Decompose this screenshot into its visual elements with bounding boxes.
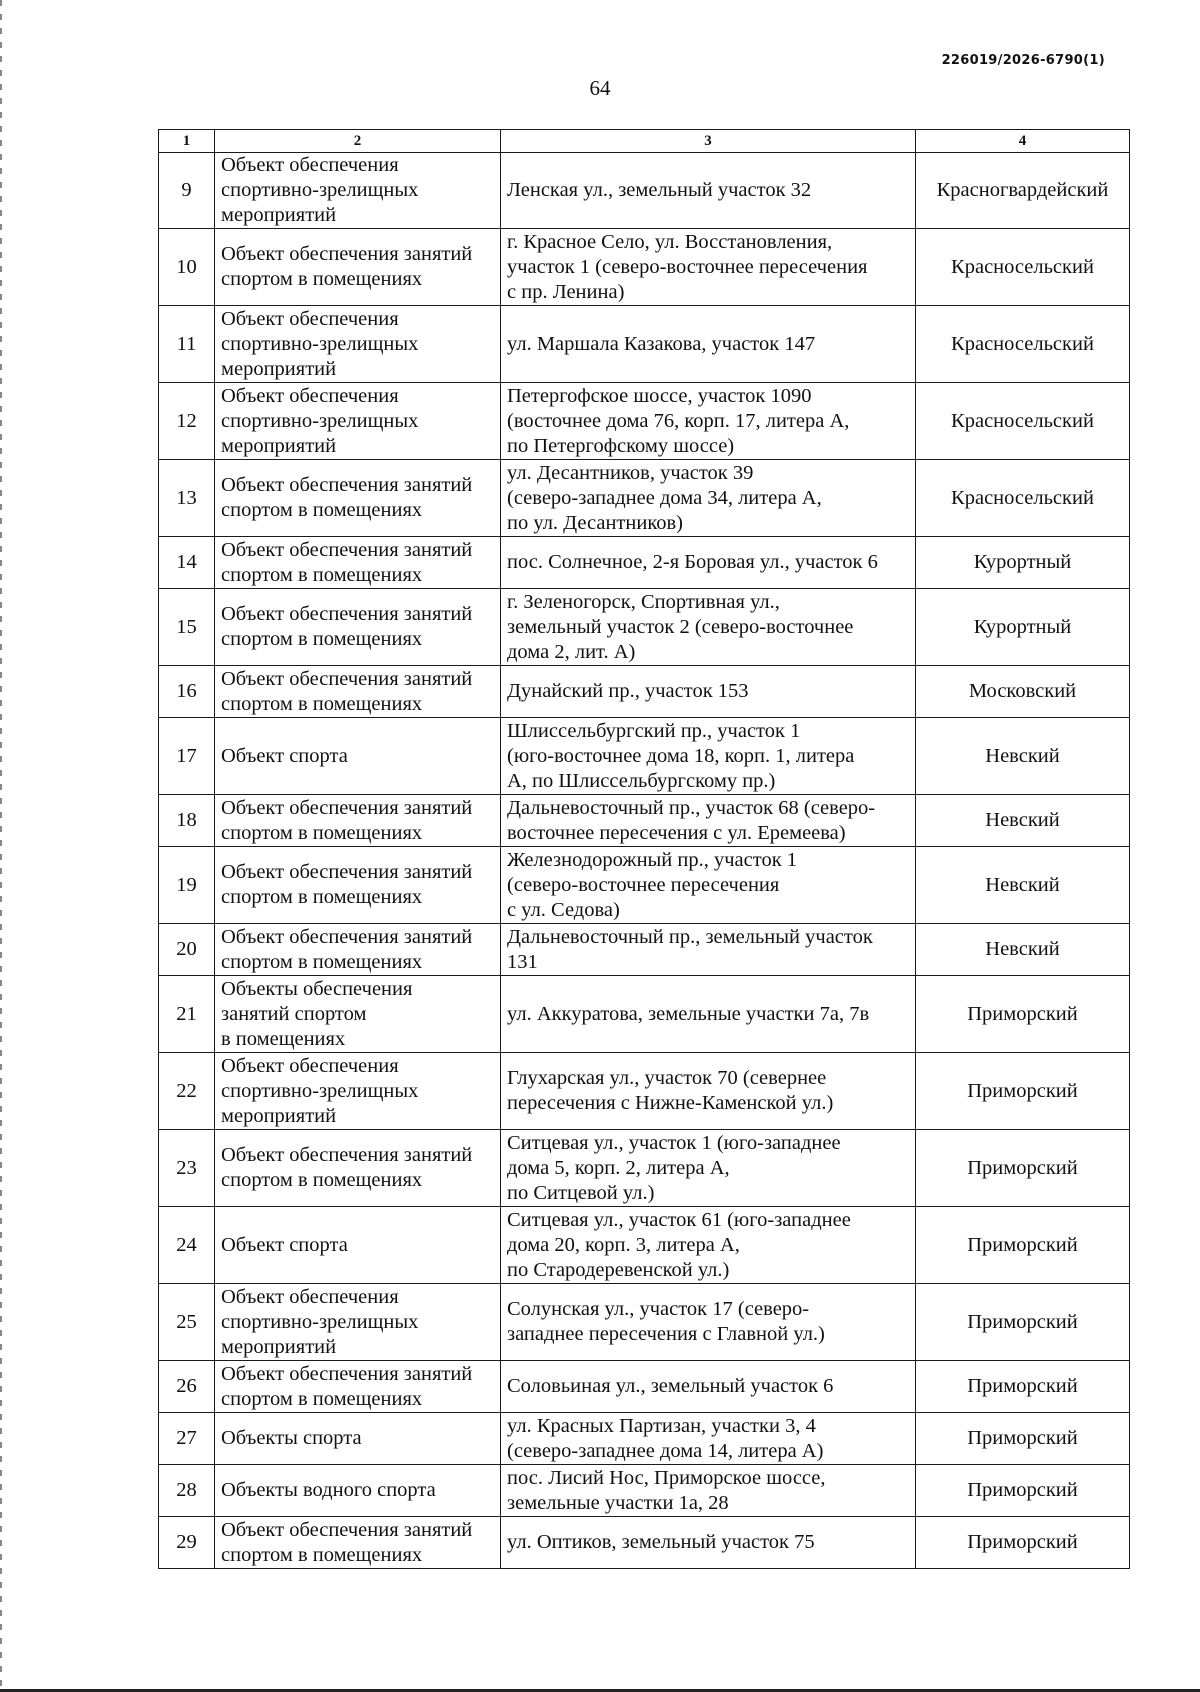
address-cell — [501, 1413, 916, 1465]
object-name-line: мероприятий — [221, 357, 337, 380]
district-cell: Приморский — [916, 1465, 1130, 1517]
address-line: дома 2, лит. А) — [507, 640, 636, 663]
table-header-row — [159, 130, 1130, 153]
address-line: Дунайский пр., участок 153 — [507, 680, 749, 702]
address-line: Глухарская ул., участок 70 (севернее — [507, 1067, 827, 1089]
object-name-line: Объект обеспечения занятий — [221, 538, 473, 561]
object-name-line: спортивно-зрелищных — [221, 332, 419, 355]
object-name-line: спортом в помещениях — [221, 950, 423, 973]
district-cell: Красногвардейский — [916, 153, 1130, 229]
object-name-line: мероприятий — [221, 434, 337, 457]
address-cell — [501, 1207, 916, 1284]
row-number-cell: 24 — [159, 1207, 215, 1284]
object-name-cell — [215, 229, 501, 306]
address-line: г. Зеленогорск, Спортивная ул., — [507, 590, 780, 613]
column-number-4: 4 — [916, 130, 1130, 153]
row-number-cell: 23 — [159, 1130, 215, 1207]
address-cell — [501, 1284, 916, 1361]
object-name-line: Объект обеспечения занятий — [221, 925, 473, 948]
object-name-line: Объект обеспечения — [221, 154, 399, 176]
address-line: по Петергофскому шоссе) — [507, 434, 735, 457]
object-name-line: Объект обеспечения занятий — [221, 796, 473, 819]
table-row — [159, 1207, 1130, 1284]
table-row — [159, 1361, 1130, 1413]
object-name-line: спортом в помещениях — [221, 886, 423, 908]
address-cell — [501, 718, 916, 795]
address-line: ул. Десантников, участок 39 — [507, 461, 754, 484]
district-cell: Приморский — [916, 1207, 1130, 1284]
row-number-cell: 21 — [159, 976, 215, 1053]
address-line: пос. Солнечное, 2-я Боровая ул., участок 6 — [507, 551, 878, 573]
district-cell: Приморский — [916, 1053, 1130, 1130]
object-name-line: Объект обеспечения занятий — [221, 861, 473, 883]
address-cell — [501, 1361, 916, 1413]
address-cell — [501, 847, 916, 924]
address-cell — [501, 306, 916, 383]
table-row — [159, 1413, 1130, 1465]
address-cell — [501, 976, 916, 1053]
table-row — [159, 924, 1130, 976]
object-name-line: Объект обеспечения занятий — [221, 243, 473, 265]
district-cell: Приморский — [916, 1413, 1130, 1465]
row-number-cell: 18 — [159, 795, 215, 847]
district-cell: Красносельский — [916, 383, 1130, 460]
object-name-line: Объект обеспечения — [221, 307, 399, 330]
object-name-line: мероприятий — [221, 204, 337, 226]
row-number-cell: 25 — [159, 1284, 215, 1361]
row-number-cell: 20 — [159, 924, 215, 976]
object-name-line: спортом в помещениях — [221, 1543, 423, 1566]
address-cell — [501, 1130, 916, 1207]
row-number-cell: 16 — [159, 666, 215, 718]
address-line: с пр. Ленина) — [507, 280, 625, 303]
address-line: ул. Аккуратова, земельные участки 7а, 7в — [507, 1002, 870, 1025]
object-name-cell — [215, 1465, 501, 1517]
address-line: (северо-восточнее пересечения — [507, 873, 780, 896]
object-name-line: спортивно-зрелищных — [221, 1079, 419, 1102]
address-line: дома 5, корп. 2, литера А, — [507, 1156, 730, 1179]
row-number-cell: 10 — [159, 229, 215, 306]
object-name-line: мероприятий — [221, 1104, 337, 1127]
object-name-cell — [215, 153, 501, 229]
address-line: по Стародеревенской ул.) — [507, 1258, 730, 1281]
object-name-line: Объект обеспечения занятий — [221, 603, 473, 625]
district-cell: Приморский — [916, 1361, 1130, 1413]
object-name-line: спортом в помещениях — [221, 821, 423, 844]
address-cell — [501, 666, 916, 718]
table-row — [159, 537, 1130, 589]
row-number-cell: 26 — [159, 1361, 215, 1413]
district-cell: Приморский — [916, 1517, 1130, 1569]
address-line: ул. Оптиков, земельный участок 75 — [507, 1531, 815, 1553]
object-name-line: Объект спорта — [221, 744, 348, 767]
object-name-cell — [215, 718, 501, 795]
table-body — [159, 153, 1130, 1569]
column-number-1: 1 — [159, 130, 215, 153]
object-name-line: Объект обеспечения — [221, 384, 399, 407]
object-name-line: Объекты спорта — [221, 1427, 362, 1449]
row-number-cell: 12 — [159, 383, 215, 460]
address-line: Солунская ул., участок 17 (северо- — [507, 1298, 810, 1320]
object-name-cell — [215, 460, 501, 537]
object-name-cell — [215, 1517, 501, 1569]
row-number-cell: 22 — [159, 1053, 215, 1130]
object-name-line: спортом в помещениях — [221, 628, 423, 650]
table-row — [159, 383, 1130, 460]
table-row — [159, 229, 1130, 306]
object-name-cell — [215, 1053, 501, 1130]
object-name-line: спортом в помещениях — [221, 692, 423, 715]
table-row — [159, 460, 1130, 537]
district-cell: Курортный — [916, 537, 1130, 589]
sports-objects-table — [158, 129, 1130, 1569]
object-name-line: Объект обеспечения — [221, 1285, 399, 1308]
address-line: Ситцевая ул., участок 1 (юго-западнее — [507, 1131, 841, 1154]
row-number-cell: 13 — [159, 460, 215, 537]
table-row — [159, 306, 1130, 383]
object-name-cell — [215, 1284, 501, 1361]
object-name-line: спортивно-зрелищных — [221, 409, 419, 432]
address-line: (северо-западнее дома 14, литера А) — [507, 1439, 824, 1462]
address-line: по ул. Десантников) — [507, 511, 684, 534]
district-cell: Красносельский — [916, 229, 1130, 306]
address-line: пересечения с Нижне-Каменской ул.) — [507, 1092, 834, 1114]
district-cell: Курортный — [916, 589, 1130, 666]
address-line: ул. Маршала Казакова, участок 147 — [507, 332, 816, 355]
object-name-cell — [215, 1130, 501, 1207]
address-cell — [501, 1053, 916, 1130]
address-line: по Ситцевой ул.) — [507, 1181, 655, 1204]
table-row — [159, 1517, 1130, 1569]
row-number-cell: 29 — [159, 1517, 215, 1569]
address-cell — [501, 924, 916, 976]
address-cell — [501, 537, 916, 589]
row-number-cell: 9 — [159, 153, 215, 229]
object-name-cell — [215, 976, 501, 1053]
district-cell: Красносельский — [916, 306, 1130, 383]
object-name-cell — [215, 1413, 501, 1465]
table-row — [159, 1053, 1130, 1130]
table-row — [159, 976, 1130, 1053]
object-name-line: спортом в помещениях — [221, 1169, 423, 1191]
address-line: 131 — [507, 950, 538, 973]
address-line: (юго-восточнее дома 18, корп. 1, литера — [507, 744, 855, 767]
address-line: Дальневосточный пр., земельный участок — [507, 925, 873, 948]
object-name-line: занятий спортом — [221, 1002, 367, 1025]
district-cell: Приморский — [916, 1284, 1130, 1361]
object-name-line: Объект обеспечения занятий — [221, 1144, 473, 1166]
address-line: с ул. Седова) — [507, 898, 620, 921]
object-name-line: Объекты обеспечения — [221, 977, 413, 1000]
district-cell: Невский — [916, 924, 1130, 976]
district-cell: Невский — [916, 718, 1130, 795]
table-row — [159, 847, 1130, 924]
district-cell: Приморский — [916, 976, 1130, 1053]
column-number-3: 3 — [501, 130, 916, 153]
object-name-cell — [215, 1207, 501, 1284]
object-name-line: спортивно-зрелищных — [221, 1310, 419, 1333]
page-number: 64 — [589, 76, 611, 100]
row-number-cell: 28 — [159, 1465, 215, 1517]
address-line: пос. Лисий Нос, Приморское шоссе, — [507, 1466, 826, 1489]
district-cell: Невский — [916, 847, 1130, 924]
address-line: г. Красное Село, ул. Восстановления, — [507, 230, 833, 253]
address-line: Соловьиная ул., земельный участок 6 — [507, 1375, 834, 1397]
address-line: Дальневосточный пр., участок 68 (северо- — [507, 796, 876, 819]
address-line: Ленская ул., земельный участок 32 — [507, 179, 812, 201]
object-name-line: Объект обеспечения занятий — [221, 1518, 473, 1541]
district-cell: Красносельский — [916, 460, 1130, 537]
object-name-line: Объект обеспечения занятий — [221, 667, 473, 690]
address-line: земельные участки 1а, 28 — [507, 1491, 729, 1514]
object-name-line: Объект спорта — [221, 1233, 348, 1256]
address-line: дома 20, корп. 3, литера А, — [507, 1233, 740, 1256]
table-row — [159, 1284, 1130, 1361]
object-name-cell — [215, 924, 501, 976]
table-row — [159, 666, 1130, 718]
column-number-2: 2 — [215, 130, 501, 153]
object-name-line: Объект обеспечения занятий — [221, 474, 473, 496]
address-line: Шлиссельбургский пр., участок 1 — [507, 719, 801, 742]
object-name-line: Объекты водного спорта — [221, 1479, 436, 1501]
address-cell — [501, 229, 916, 306]
address-line: участок 1 (северо-восточнее пересечения — [507, 255, 868, 278]
address-line: восточнее пересечения с ул. Еремеева) — [507, 821, 846, 844]
address-line: А, по Шлиссельбургскому пр.) — [507, 769, 776, 792]
object-name-line: Объект обеспечения — [221, 1054, 399, 1077]
address-cell — [501, 589, 916, 666]
object-name-line: спортом в помещениях — [221, 563, 423, 586]
address-line: (восточнее дома 76, корп. 17, литера А, — [507, 409, 850, 432]
district-cell: Приморский — [916, 1130, 1130, 1207]
object-name-line: мероприятий — [221, 1335, 337, 1358]
document-registration-number: 226019/2026-6790(1) — [941, 53, 1105, 68]
district-cell: Невский — [916, 795, 1130, 847]
table-row — [159, 1465, 1130, 1517]
table-row — [159, 1130, 1130, 1207]
address-line: Железнодорожный пр., участок 1 — [507, 848, 798, 871]
row-number-cell: 17 — [159, 718, 215, 795]
address-line: Ситцевая ул., участок 61 (юго-западнее — [507, 1208, 851, 1231]
object-name-line: спортом в помещениях — [221, 1387, 423, 1410]
object-name-line: спортивно-зрелищных — [221, 179, 419, 201]
object-name-line: спортом в помещениях — [221, 499, 423, 521]
object-name-cell — [215, 795, 501, 847]
object-name-cell — [215, 537, 501, 589]
address-cell — [501, 383, 916, 460]
object-name-cell — [215, 1361, 501, 1413]
address-line: ул. Красных Партизан, участки 3, 4 — [507, 1414, 816, 1437]
address-cell — [501, 460, 916, 537]
row-number-cell: 19 — [159, 847, 215, 924]
table-row — [159, 153, 1130, 229]
table-row — [159, 718, 1130, 795]
row-number-cell: 27 — [159, 1413, 215, 1465]
row-number-cell: 14 — [159, 537, 215, 589]
object-name-cell — [215, 306, 501, 383]
object-name-cell — [215, 383, 501, 460]
row-number-cell: 11 — [159, 306, 215, 383]
object-name-line: спортом в помещениях — [221, 268, 423, 290]
table-row — [159, 795, 1130, 847]
address-cell — [501, 153, 916, 229]
address-line: западнее пересечения с Главной ул.) — [507, 1323, 825, 1345]
address-line: Петергофское шоссе, участок 1090 — [507, 384, 812, 407]
address-line: земельный участок 2 (северо-восточнее — [507, 615, 854, 638]
object-name-cell — [215, 666, 501, 718]
object-name-line: Объект обеспечения занятий — [221, 1362, 473, 1385]
table-header — [159, 130, 1130, 153]
address-cell — [501, 795, 916, 847]
scan-edge-left — [0, 0, 2, 1692]
object-name-cell — [215, 847, 501, 924]
address-cell — [501, 1465, 916, 1517]
row-number-cell: 15 — [159, 589, 215, 666]
table-row — [159, 589, 1130, 666]
object-name-line: в помещениях — [221, 1027, 346, 1050]
object-name-cell — [215, 589, 501, 666]
address-cell — [501, 1517, 916, 1569]
district-cell: Московский — [916, 666, 1130, 718]
address-line: (северо-западнее дома 34, литера А, — [507, 486, 822, 509]
